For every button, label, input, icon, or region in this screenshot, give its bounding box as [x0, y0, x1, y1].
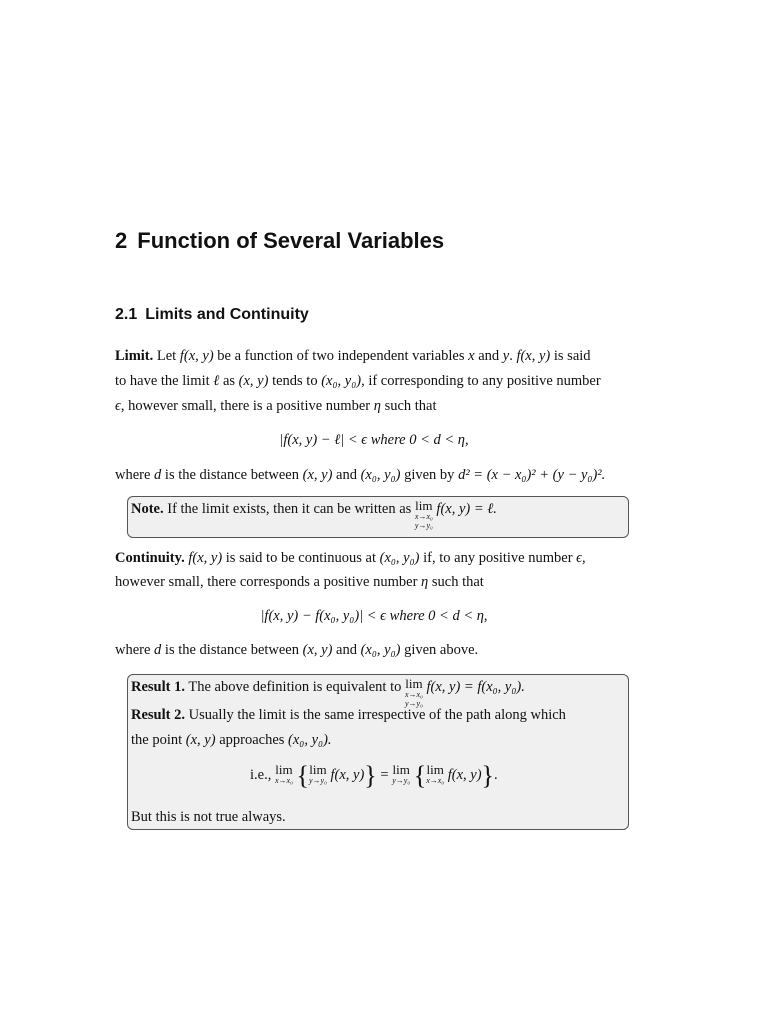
chapter-number: 2 [115, 228, 128, 253]
limit-operator [415, 499, 433, 530]
text: is the distance between [161, 467, 303, 483]
math: ϵ [115, 398, 121, 414]
math: f(x, y) [330, 767, 365, 783]
limit-operator [309, 763, 327, 785]
section-number: 2.1 [115, 306, 138, 323]
text: to have the limit [115, 373, 214, 389]
lim-sub: x→x₀ [414, 512, 433, 521]
text: tends to [268, 373, 322, 389]
text: Let [153, 348, 180, 364]
text: = [376, 767, 393, 783]
lim-sub: x→x₀ [404, 690, 423, 699]
text: such that [428, 574, 484, 590]
math: d² = (x − x₀)² + (y − y₀)². [458, 467, 606, 483]
math: (x, y) [302, 642, 333, 658]
math: (x₀, y₀). [288, 732, 332, 748]
math: f(x, y) [516, 348, 551, 364]
lim-sub: x→x₀ [274, 776, 293, 785]
text: where [115, 642, 155, 658]
math: f(x, y) = ℓ. [436, 501, 497, 517]
section-title: Limits and Continuity [145, 306, 309, 323]
text: given above. [400, 642, 479, 658]
limit-term: Limit. [115, 348, 154, 364]
limit-where-line [115, 465, 605, 485]
lim-word: lim [415, 498, 433, 513]
continuity-term: Continuity. [115, 550, 185, 566]
lim-sub: y→y₀ [404, 699, 423, 708]
math: y [502, 348, 510, 364]
lim-word: lim [309, 762, 327, 777]
lim-word: lim [405, 676, 423, 691]
text: and [332, 467, 361, 483]
left-brace: { [296, 761, 309, 790]
limit-line-2 [115, 371, 601, 391]
iterated-limit-formula [250, 763, 498, 789]
lim-sub: y→y₀ [308, 776, 327, 785]
lim-word: lim [392, 762, 410, 777]
section-heading [115, 306, 309, 324]
text: such that [380, 398, 437, 414]
text: , if corresponding to any positive number [361, 373, 601, 389]
limit-line-3 [115, 396, 437, 416]
text: Usually the limit is the same irrespective of the path along which [184, 707, 566, 723]
text: i.e., [250, 767, 275, 783]
math: d [154, 467, 162, 483]
text: . [494, 767, 498, 783]
text: as [219, 373, 239, 389]
note-label: Note. [131, 501, 164, 517]
chapter-title: Function of Several Variables [137, 228, 445, 253]
right-brace: } [364, 761, 377, 790]
note-box [127, 496, 629, 538]
text: But this is not true always. [131, 809, 286, 825]
math: η [421, 574, 429, 590]
lim-word: lim [426, 762, 444, 777]
math: (x, y) [238, 373, 269, 389]
text: . [509, 348, 517, 364]
text: given by [400, 467, 459, 483]
text: , however small, there is a positive number [120, 398, 374, 414]
limit-operator [275, 763, 293, 785]
math: ℓ [213, 373, 220, 389]
math: (x₀, y₀) [360, 467, 401, 483]
text: however small, there corresponds a positive number [115, 574, 422, 590]
text: is the distance between [161, 642, 303, 658]
math: η [373, 398, 381, 414]
result-2-line [131, 705, 566, 725]
math: |f(x, y) − f(x₀, y₀)| < ϵ where 0 < d < η, [260, 608, 488, 624]
result-2-label: Result 2. [131, 707, 185, 723]
math: ϵ, [576, 550, 586, 566]
math: f(x, y) [188, 550, 223, 566]
closing-line [131, 807, 286, 827]
text: The above definition is equivalent to [184, 679, 405, 695]
text: is said [550, 348, 591, 364]
math: f(x, y) [179, 348, 214, 364]
continuity-line-2 [115, 572, 484, 592]
text: if, to any positive number [419, 550, 577, 566]
text: is said to be continuous at [222, 550, 380, 566]
continuity-formula [115, 606, 633, 626]
math: |f(x, y) − ℓ| < ϵ where 0 < d < η, [279, 432, 469, 448]
right-brace: } [481, 761, 495, 790]
text: and [332, 642, 361, 658]
text: If the limit exists, then it can be written as [163, 501, 415, 517]
left-brace: { [413, 761, 427, 790]
lim-sub: y→y₀ [392, 776, 411, 785]
math: (x₀, y₀) [379, 550, 420, 566]
limit-line-1 [115, 346, 591, 366]
chapter-heading [115, 228, 444, 254]
math: (x₀, y₀) [321, 373, 362, 389]
math: f(x, y) = f(x₀, y₀). [426, 679, 525, 695]
math: (x₀, y₀) [360, 642, 401, 658]
text: the point [131, 732, 186, 748]
limit-operator [426, 763, 444, 785]
lim-sub: y→y₀ [414, 521, 433, 530]
lim-sub: x→x₀ [426, 776, 445, 785]
lim-word: lim [275, 762, 293, 777]
text: and [474, 348, 503, 364]
continuity-line-1 [115, 548, 586, 568]
result-1-line [131, 677, 525, 708]
result-2-line-2 [131, 730, 332, 750]
text: be a function of two independent variables [213, 348, 469, 364]
text: where [115, 467, 155, 483]
note-line [131, 499, 497, 530]
math: x [468, 348, 475, 364]
text: approaches [215, 732, 289, 748]
math: (x, y) [302, 467, 333, 483]
limit-operator [392, 763, 410, 785]
math: d [154, 642, 162, 658]
limit-formula [115, 430, 633, 450]
math: (x, y) [185, 732, 216, 748]
continuity-where-line [115, 640, 478, 660]
results-box [127, 674, 629, 830]
result-1-label: Result 1. [131, 679, 185, 695]
limit-operator [405, 677, 423, 708]
math: f(x, y) [447, 767, 482, 783]
